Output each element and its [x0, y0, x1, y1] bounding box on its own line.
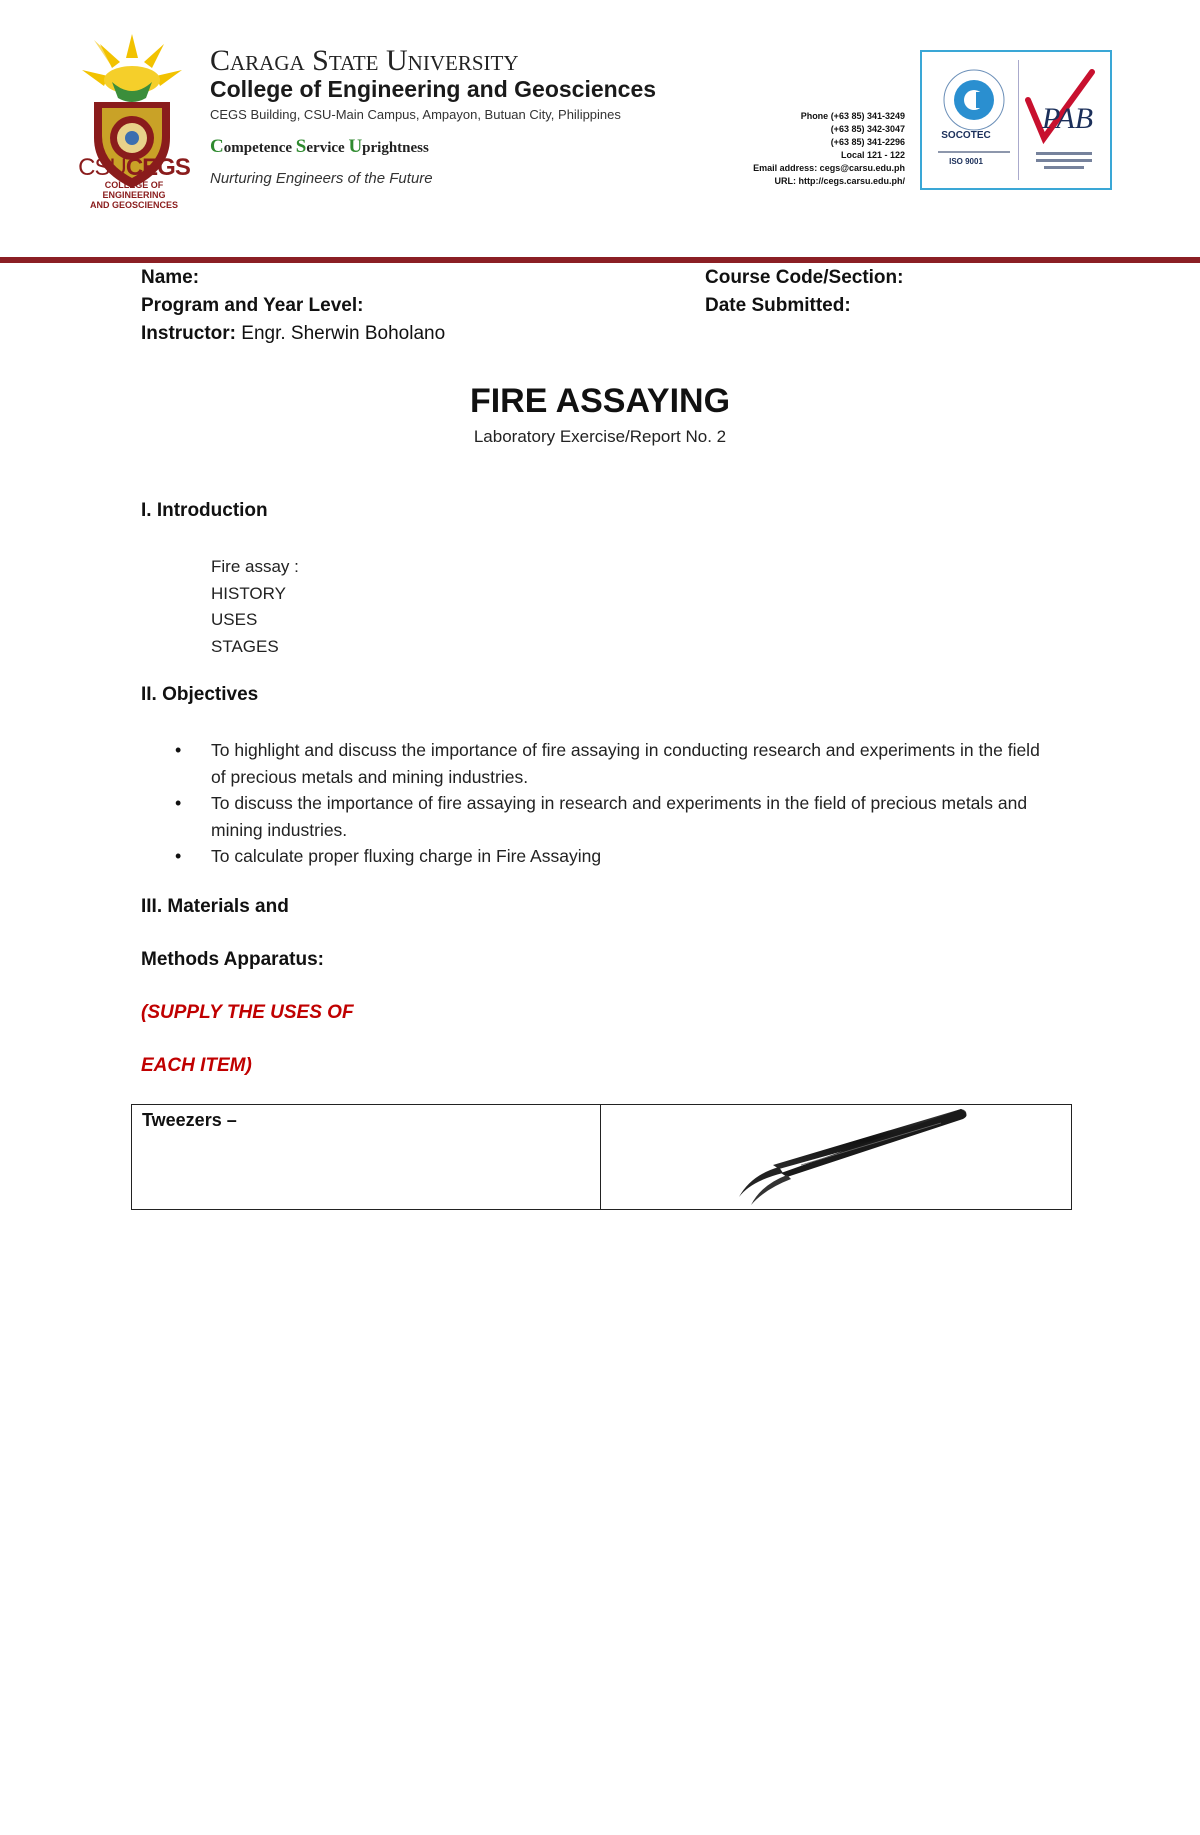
- motto-u: U: [348, 136, 363, 157]
- methods-apparatus-heading: Methods Apparatus:: [141, 949, 324, 970]
- intro-item: STAGES: [211, 636, 279, 656]
- objective-item: • To calculate proper fluxing charge in Fire Assaying: [211, 843, 1056, 870]
- college-tagline: Nurturing Engineers of the Future: [210, 170, 433, 187]
- motto-service: ervice: [306, 140, 345, 156]
- contact-phone-3: (+63 85) 341-2296: [830, 137, 905, 147]
- university-name: Caraga State University: [210, 44, 519, 77]
- header-divider: [0, 257, 1200, 263]
- course-code-label: Course Code/Section:: [705, 267, 904, 288]
- certification-badge: [920, 50, 1112, 190]
- contact-url: URL: http://cegs.carsu.edu.ph/: [774, 176, 905, 186]
- motto-uprightness: prightness: [362, 140, 429, 156]
- document-title: FIRE ASSAYING: [469, 382, 731, 420]
- name-label: Name:: [141, 267, 200, 288]
- contact-email: Email address: cegs@carsu.edu.ph: [753, 163, 905, 173]
- motto-competence: ompetence: [223, 140, 293, 156]
- contact-phone-1: Phone (+63 85) 341-3249: [800, 111, 905, 121]
- socotec-label: SOCOTEC: [941, 130, 991, 141]
- logo-wordmark: [76, 156, 192, 210]
- iso-label: ISO 9001: [949, 157, 983, 166]
- instructor-value: Engr. Sherwin Boholano: [236, 323, 446, 344]
- motto-c: C: [210, 136, 224, 157]
- intro-item: USES: [211, 610, 258, 629]
- date-submitted-label: Date Submitted:: [705, 295, 851, 316]
- instructor-line: [141, 323, 445, 345]
- objective-item: • To discuss the importance of fire assaying in research and experiments in the field of precious metals and mining industries.: [211, 790, 1056, 843]
- motto-s: S: [295, 136, 307, 157]
- logo-line1: COLLEGE OF ENGINEERING: [102, 180, 166, 200]
- logo-csu: CSU: [78, 154, 126, 181]
- objective-item: • To highlight and discuss the importance of fire assaying in conducting research and experiments in the field of precious metals and mining industries.: [211, 737, 1056, 790]
- contact-local: Local 121 - 122: [840, 150, 905, 160]
- contact-info: [753, 110, 905, 188]
- tweezers-image-icon: [601, 1105, 1071, 1208]
- college-motto: [210, 136, 429, 158]
- college-name: College of Engineering and Geosciences: [210, 76, 657, 102]
- college-address: CEGS Building, CSU-Main Campus, Ampayon, Butuan City, Philippines: [210, 107, 621, 122]
- introduction-heading: I. Introduction: [141, 500, 268, 521]
- objectives-list: [211, 737, 1056, 870]
- letterhead: [0, 0, 1200, 262]
- intro-item: Fire assay :: [211, 557, 299, 576]
- apparatus-image-cell: [601, 1105, 1071, 1209]
- logo-cegs: CEGS: [125, 154, 190, 181]
- logo-line2: AND GEOSCIENCES: [89, 200, 178, 210]
- objectives-heading: II. Objectives: [141, 684, 259, 705]
- apparatus-description-cell[interactable]: [132, 1105, 601, 1209]
- instructor-label: Instructor:: [141, 323, 236, 344]
- apparatus-table: [131, 1104, 1072, 1210]
- pab-label: PAB: [1042, 102, 1094, 135]
- materials-heading: III. Materials and: [141, 896, 289, 917]
- contact-phone-2: (+63 85) 342-3047: [830, 124, 905, 134]
- introduction-list: [211, 554, 299, 660]
- tweezers-label: Tweezers –: [142, 1110, 237, 1130]
- each-item-note: EACH ITEM): [141, 1055, 252, 1076]
- supply-uses-note: (SUPPLY THE USES OF: [141, 1002, 354, 1023]
- program-year-label: Program and Year Level:: [141, 295, 364, 316]
- document-subtitle: Laboratory Exercise/Report No. 2: [473, 427, 727, 446]
- intro-item: HISTORY: [211, 583, 286, 603]
